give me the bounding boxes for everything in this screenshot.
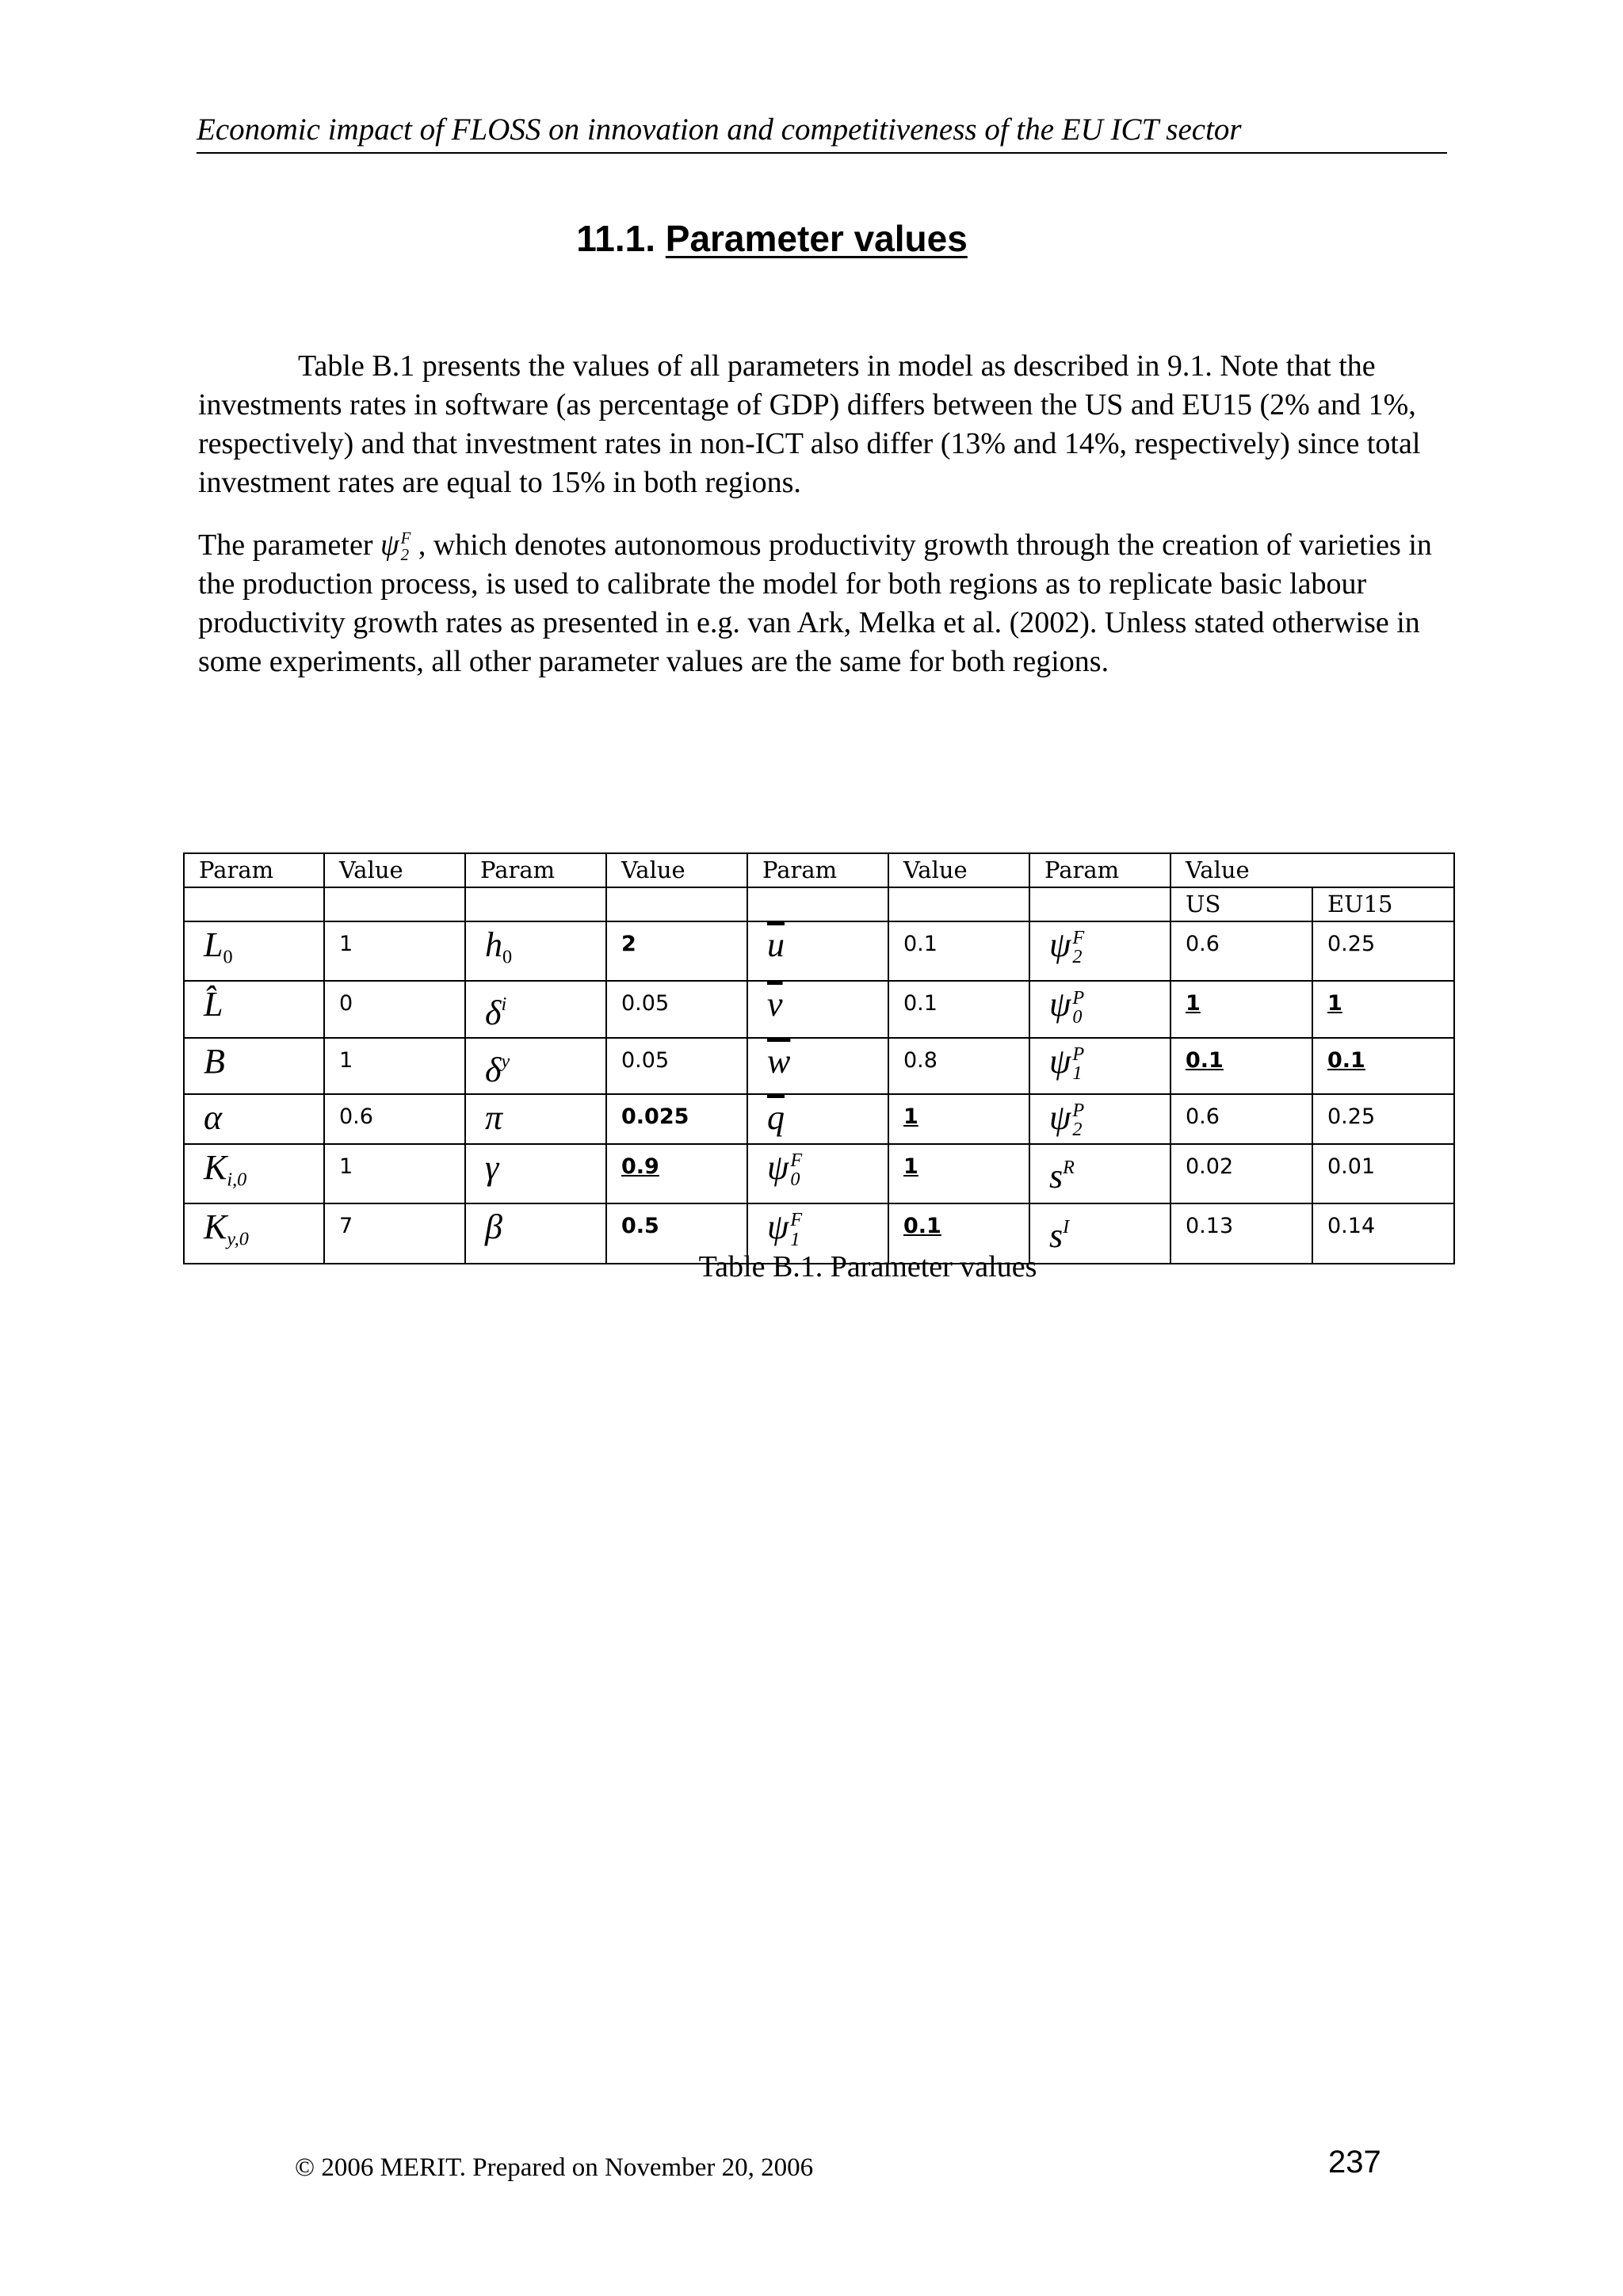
value-s-I-us: 0.13 — [1170, 1203, 1312, 1263]
page-number: 237 — [1328, 2145, 1381, 2180]
param-L-hat: L̂ — [184, 981, 324, 1037]
subheader-us: US — [1170, 887, 1312, 921]
param-alpha: α — [184, 1094, 324, 1144]
footer-copyright: © 2006 MERIT. Prepared on November 20, 2006 — [295, 2153, 814, 2182]
param-q-bar: $\overline{q}$ — [747, 1094, 888, 1144]
param-s-R: $s^R$ — [1029, 1144, 1170, 1203]
value-gamma: 0.9 — [606, 1144, 747, 1203]
table-row — [184, 1144, 1454, 1203]
value-psi-P0-eu15: 1 — [1312, 981, 1454, 1037]
subheader-empty — [1029, 887, 1170, 921]
value-beta: 0.5 — [606, 1203, 747, 1263]
psi-symbol-inline: ψ F 2 — [380, 528, 411, 565]
header-param-2: Param — [465, 853, 606, 887]
subheader-empty — [606, 887, 747, 921]
param-h0: $h_0$ — [465, 921, 606, 981]
value-K-y0: 7 — [324, 1203, 465, 1263]
param-s-I: $s^I$ — [1029, 1203, 1170, 1263]
value-w-bar: 0.8 — [888, 1038, 1029, 1094]
param-psi-F2: ψ F 2 — [1029, 921, 1170, 981]
value-psi-F1: 0.1 — [888, 1203, 1029, 1263]
value-psi-P2-us: 0.6 — [1170, 1094, 1312, 1144]
value-psi-P1-eu15: 0.1 — [1312, 1038, 1454, 1094]
paragraph-2-lead: The parameter — [198, 528, 373, 562]
subheader-empty — [465, 887, 606, 921]
value-K-i0: 1 — [324, 1144, 465, 1203]
parameter-table — [183, 852, 1455, 1264]
subheader-eu15: EU15 — [1312, 887, 1454, 921]
value-B: 1 — [324, 1038, 465, 1094]
table-row — [184, 1094, 1454, 1144]
paragraph-1: Table B.1 presents the values of all parameters in model as described in 9.1. Note that the investments rates in software (as percentage of GDP) differs between the US and EU15 (2% and 1%, respectively) and that investment rates in non-ICT also differ (13% and 14%, respectively) since total investment rates are equal to 15% in both regions. — [198, 349, 1421, 499]
value-delta-i: 0.05 — [606, 981, 747, 1037]
header-value-1: Value — [324, 853, 465, 887]
value-v-bar: 0.1 — [888, 981, 1029, 1037]
table-row — [184, 1038, 1454, 1094]
param-w-bar: $\overline{w}$ — [747, 1038, 888, 1094]
paragraph-2 — [198, 526, 1450, 681]
section-number: 11.1. — [576, 218, 655, 259]
header-value-2: Value — [606, 853, 747, 887]
running-header: Economic impact of FLOSS on innovation and competitiveness of the EU ICT sector — [197, 109, 1447, 154]
param-pi: π — [465, 1094, 606, 1144]
value-psi-F2-eu15: 0.25 — [1312, 921, 1454, 981]
value-s-R-eu15: 0.01 — [1312, 1144, 1454, 1203]
value-psi-P1-us: 0.1 — [1170, 1038, 1312, 1094]
param-u-bar: $\overline{u}$ — [747, 921, 888, 981]
param-beta: β — [465, 1203, 606, 1263]
paragraph-2-rest: , which denotes autonomous productivity growth through the creation of varieties in the production process, is used to calibrate the model for both regions as to replicate basic labour productivity growth rates as presented in e.g. van Ark, Melka et al. (2002). Unless stated otherwise in some experiments, all other parameter values are the same for both regions. — [198, 528, 1432, 678]
value-psi-P0-us: 1 — [1170, 981, 1312, 1037]
value-psi-F0: 1 — [888, 1144, 1029, 1203]
value-h0: 2 — [606, 921, 747, 981]
param-L0: $L_0$ — [184, 921, 324, 981]
value-L-hat: 0 — [324, 981, 465, 1037]
subheader-empty — [324, 887, 465, 921]
table-caption: Table B.1. Parameter values — [698, 1250, 1037, 1283]
value-psi-P2-eu15: 0.25 — [1312, 1094, 1454, 1144]
table-subheader-row — [184, 887, 1454, 921]
param-psi-P2: ψ P 2 — [1029, 1094, 1170, 1144]
value-s-R-us: 0.02 — [1170, 1144, 1312, 1203]
table-row — [184, 981, 1454, 1037]
value-pi: 0.025 — [606, 1094, 747, 1144]
section-heading — [0, 211, 1544, 266]
subheader-empty — [888, 887, 1029, 921]
value-q-bar: 1 — [888, 1094, 1029, 1144]
section-title: Parameter values — [665, 218, 968, 259]
param-psi-F0: ψ F 0 — [747, 1144, 888, 1203]
value-alpha: 0.6 — [324, 1094, 465, 1144]
table-header-row — [184, 853, 1454, 887]
param-delta-i: $\delta^i$ — [465, 981, 606, 1037]
table-row — [184, 921, 1454, 981]
header-param-1: Param — [184, 853, 324, 887]
param-K-y0: $K_{y,0}$ — [184, 1203, 324, 1263]
param-psi-P1: ψ P 1 — [1029, 1038, 1170, 1094]
value-L0: 1 — [324, 921, 465, 981]
param-psi-F1: ψ F 1 — [747, 1203, 888, 1263]
header-param-3: Param — [747, 853, 888, 887]
param-B: B — [184, 1038, 324, 1094]
header-value-4: Value — [1170, 853, 1454, 887]
subheader-empty — [184, 887, 324, 921]
header-value-3: Value — [888, 853, 1029, 887]
value-delta-y: 0.05 — [606, 1038, 747, 1094]
value-s-I-eu15: 0.14 — [1312, 1203, 1454, 1263]
value-psi-F2-us: 0.6 — [1170, 921, 1312, 981]
param-delta-y: $\delta^y$ — [465, 1038, 606, 1094]
header-param-4: Param — [1029, 853, 1170, 887]
value-u-bar: 0.1 — [888, 921, 1029, 981]
subheader-empty — [747, 887, 888, 921]
param-gamma: γ — [465, 1144, 606, 1203]
param-v-bar: $\overline{v}$ — [747, 981, 888, 1037]
param-K-i0: $K_{i,0}$ — [184, 1144, 324, 1203]
param-psi-P0: ψ P 0 — [1029, 981, 1170, 1037]
